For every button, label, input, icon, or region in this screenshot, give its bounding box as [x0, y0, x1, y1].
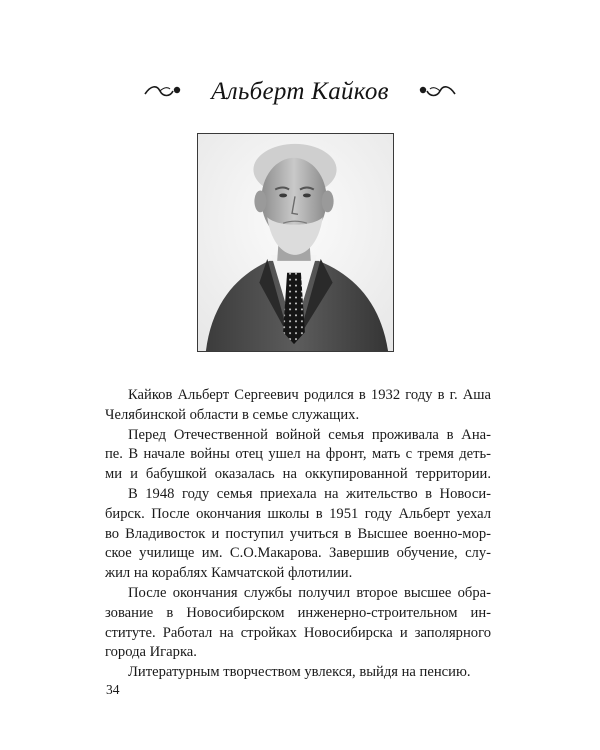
- chapter-heading: [0, 72, 600, 112]
- text-line: Перед Отечественной войной семья проживала в Ана-: [128, 426, 491, 443]
- text-line: города Игарка.: [105, 644, 197, 661]
- text-line: жил на кораблях Камчатской флотилии.: [105, 565, 353, 582]
- text-line: ми и бабушкой оказалась на оккупированной территории.: [105, 466, 491, 483]
- text-line: зование в Новосибирском инженерно-строительном ин-: [105, 604, 491, 621]
- page-title: Альберт Кайков: [211, 78, 389, 105]
- flourish-left-icon: [143, 81, 183, 103]
- author-portrait: [197, 133, 394, 352]
- page-number: 34: [106, 682, 120, 697]
- text-line: В 1948 году семья приехала на жительство в Новоси-: [128, 485, 491, 502]
- text-line: Кайков Альберт Сергеевич родился в 1932 году в г. Аша: [128, 387, 491, 403]
- text-line: ституте. Работал на стройках Новосибирска и заполярного: [105, 624, 491, 641]
- text-line: Литературным творчеством увлекся, выйдя на пенсию.: [128, 664, 471, 681]
- text-line: пе. В начале войны отец ушел на фронт, мать с тремя деть-: [105, 446, 491, 463]
- biography-text: [105, 386, 491, 683]
- text-line: Челябинской области в семье служащих.: [105, 406, 360, 423]
- text-line: ское училище им. С.О.Макарова. Завершив обучение, слу-: [105, 545, 491, 562]
- text-line: После окончания службы получил второе высшее обра-: [128, 584, 491, 601]
- text-line: бирск. После окончания школы в 1951 году Альберт уехал: [105, 505, 491, 522]
- portrait-photo-icon: [198, 134, 393, 351]
- flourish-right-icon: [417, 81, 457, 103]
- text-line: во Владивосток и поступил учиться в Высшее военно-мор-: [105, 525, 491, 542]
